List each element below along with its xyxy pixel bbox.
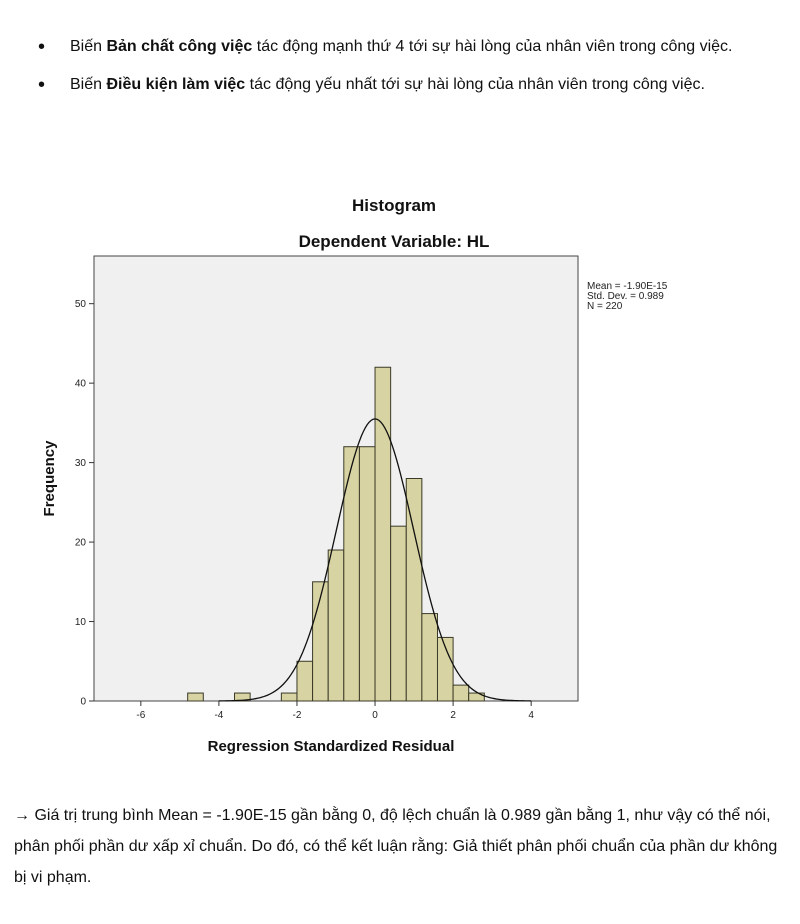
x-tick-label: -6 <box>136 710 146 721</box>
y-tick-label: 0 <box>80 696 86 708</box>
x-tick-label: -4 <box>214 710 224 721</box>
histogram-bar <box>188 693 204 701</box>
x-tick-label: 0 <box>372 710 378 721</box>
x-tick-label: 4 <box>528 710 534 721</box>
histogram-bar <box>391 526 407 701</box>
histogram-bar <box>281 693 297 701</box>
bullet-bold-term: Bản chất công việc <box>106 38 253 55</box>
y-tick-label: 10 <box>74 617 86 629</box>
histogram-bar <box>344 447 360 701</box>
histogram-figure <box>0 186 800 776</box>
bullet-item: • Biến Bản chất công việc tác động mạnh thứ 4 tới sự hài lòng của nhân viên trong công việc. <box>38 30 783 64</box>
y-axis-label: Frequency <box>41 440 58 517</box>
histogram-bar <box>406 479 422 702</box>
x-tick-label: -2 <box>292 710 302 721</box>
stats-legend-line: Std. Dev. = 0.989 <box>587 291 664 302</box>
x-tick-label: 2 <box>450 710 456 721</box>
histogram-bar <box>297 661 313 701</box>
histogram-bar <box>328 550 344 701</box>
histogram-chart <box>0 186 800 776</box>
x-axis-label: Regression Standardized Residual <box>207 738 455 755</box>
y-tick-label: 20 <box>74 537 86 549</box>
y-tick-label: 40 <box>74 378 86 390</box>
histogram-bar <box>375 367 391 701</box>
conclusion-paragraph: → Giá trị trung bình Mean = -1.90E-15 gần bằng 0, độ lệch chuẩn là 0.989 gần bằng 1, như vậy có thể nói, phân phối phần dư xấp xỉ chuẩn. Do đó, có thể kết luận rằng: Giả thiết phân phối chuẩn của phần dư không bị vi phạm. <box>14 807 778 886</box>
histogram-bar <box>359 447 375 701</box>
chart-title: Histogram <box>351 196 437 215</box>
histogram-bar <box>453 685 469 701</box>
bullet-list <box>38 30 783 106</box>
chart-subtitle: Dependent Variable: HL <box>298 232 490 251</box>
histogram-bar <box>422 614 438 701</box>
stats-legend-line: N = 220 <box>587 301 623 312</box>
stats-legend-line: Mean = -1.90E-15 <box>587 281 668 292</box>
bullet-bold-term: Điều kiện làm việc <box>106 76 246 93</box>
y-tick-label: 30 <box>74 458 86 470</box>
bullet-item: • Biến Điều kiện làm việc tác động yếu nhất tới sự hài lòng của nhân viên trong công việc. <box>38 68 783 102</box>
y-tick-label: 50 <box>74 299 86 311</box>
